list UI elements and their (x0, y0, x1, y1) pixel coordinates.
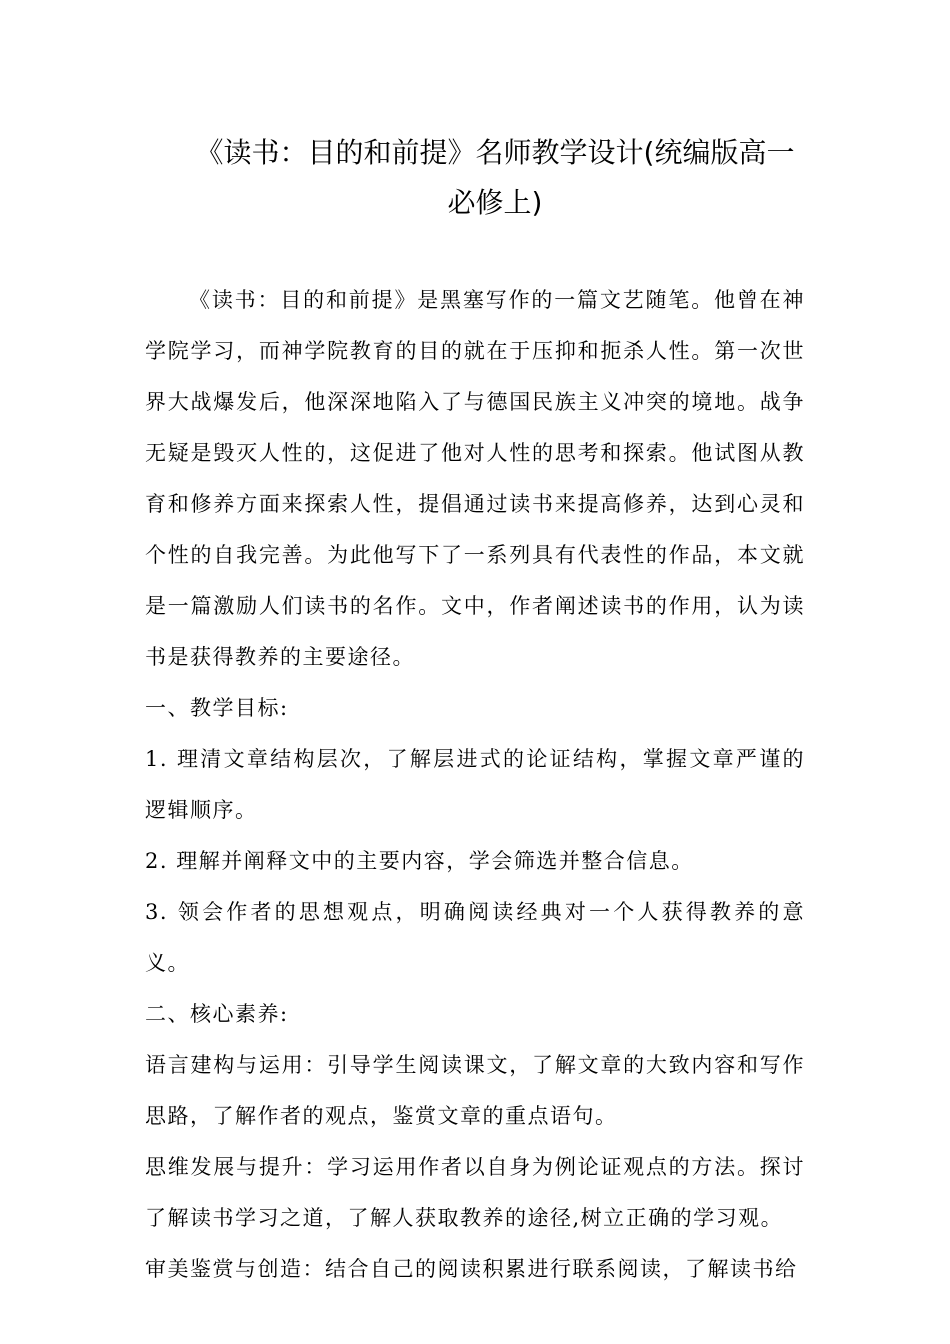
literacy-aesthetic: 审美鉴赏与创造：结合自己的阅读积累进行联系阅读，了解读书给 (145, 1257, 798, 1281)
literacy-language: 语言建构与运用：引导学生阅读课文，了解文章的大致内容和写作思路，了解作者的观点，鉴赏文章的重点语句。 (145, 1053, 805, 1128)
document-body (145, 275, 805, 1295)
section-heading-core-literacy: 二、核心素养: (145, 1002, 289, 1026)
goal-item-3: 3. 领会作者的思想观点，明确阅读经典对一个人获得教养的意义。 (145, 900, 805, 975)
goal-item-1: 1. 理清文章结构层次，了解层进式的论证结构，掌握文章严谨的逻辑顺序。 (145, 747, 805, 822)
document-title: 《读书：目的和前提》名师教学设计(统编版高一必修上) (195, 136, 795, 219)
goal-item-2: 2. 理解并阐释文中的主要内容，学会筛选并整合信息。 (145, 849, 694, 873)
intro-paragraph: 《读书：目的和前提》是黑塞写作的一篇文艺随笔。他曾在神学院学习，而神学院教育的目的就在于压抑和扼杀人性。第一次世界大战爆发后，他深深地陷入了与德国民族主义冲突的境地。战争无疑是毁灭人性的，这促进了他对人性的思考和探索。他试图从教育和修养方面来探索人性，提倡通过读书来提高修养，达到心灵和个性的自我完善。为此他写下了一系列具有代表性的作品，本文就是一篇激励人们读书的名作。文中，作者阐述读书的作用，认为读书是获得教养的主要途径。 (145, 288, 805, 669)
section-heading-teaching-goals: 一、教学目标: (145, 696, 289, 720)
literacy-thinking: 思维发展与提升：学习运用作者以自身为例论证观点的方法。探讨了解读书学习之道，了解人获取教养的途径,树立正确的学习观。 (145, 1155, 805, 1230)
